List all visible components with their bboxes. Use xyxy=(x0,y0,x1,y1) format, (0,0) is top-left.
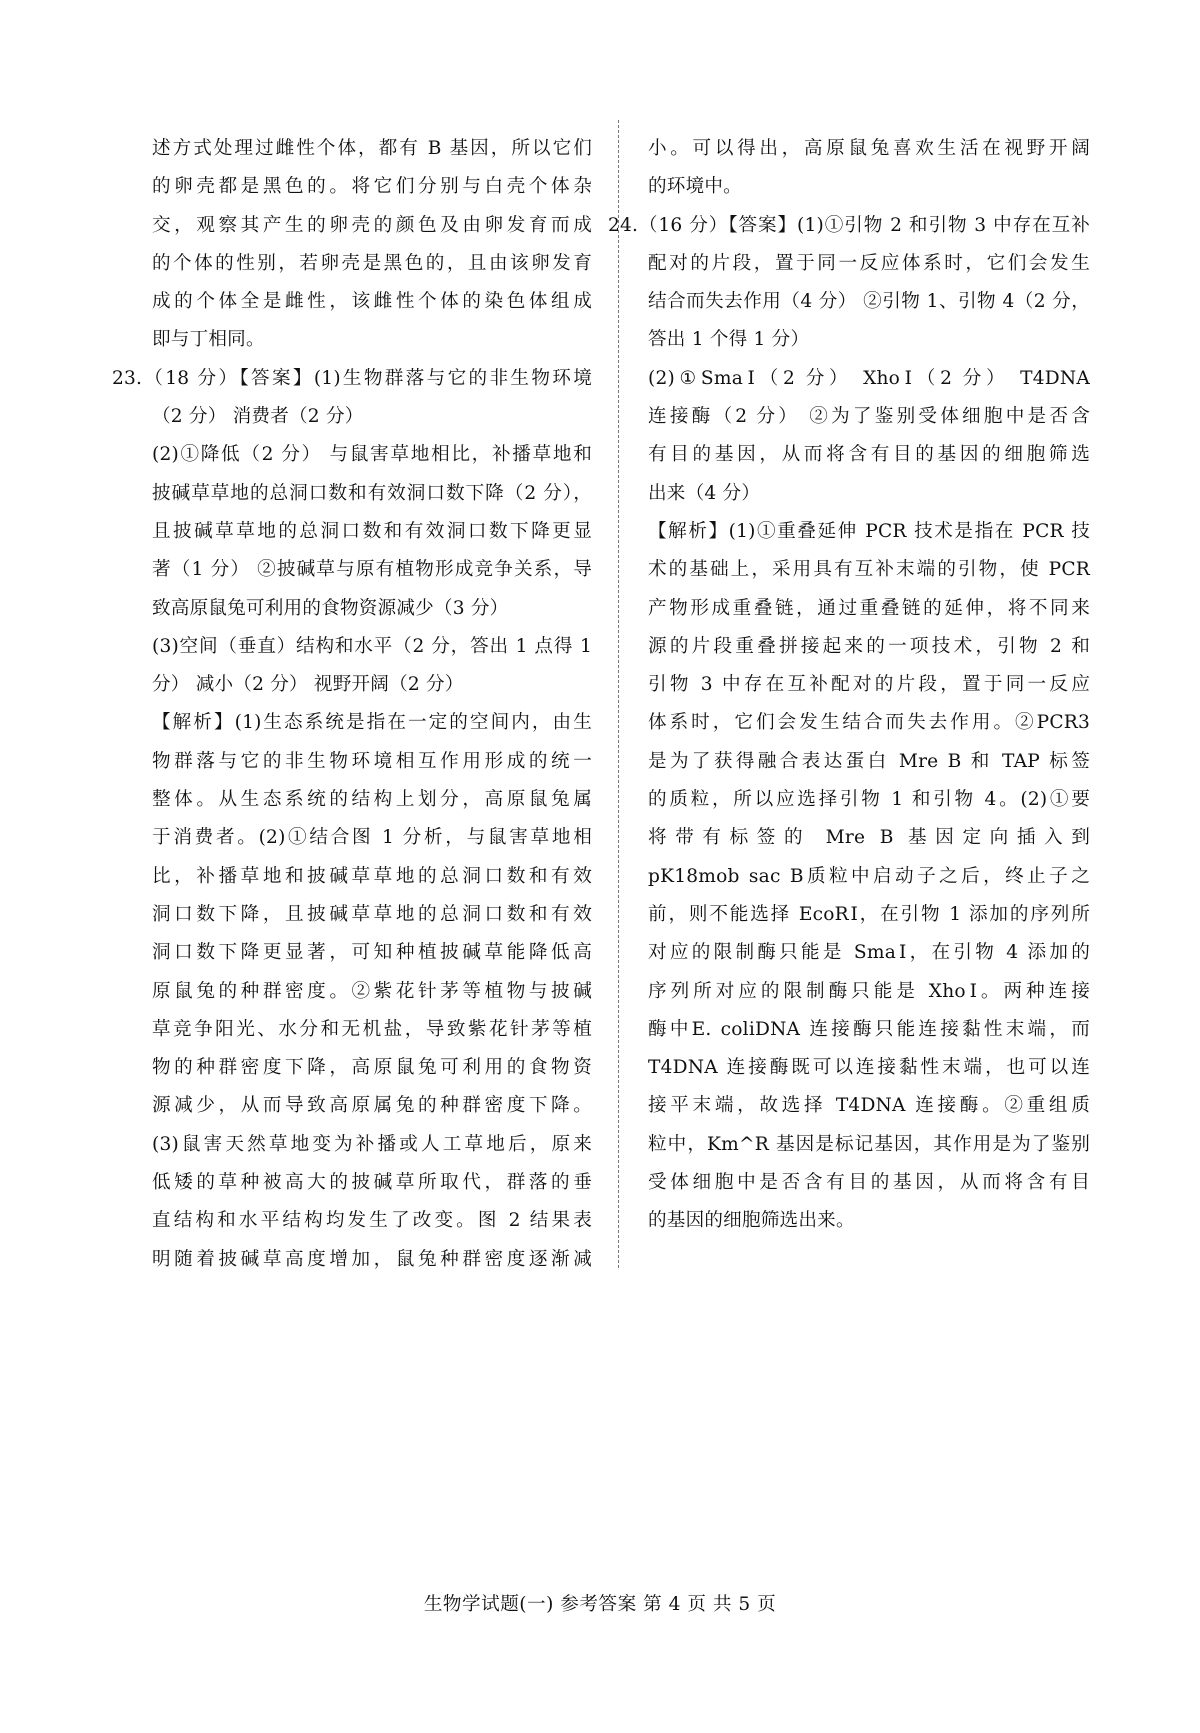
text-line: 的个体的性别，若卵壳是黑色的，且由该卵发育 xyxy=(152,252,592,274)
text-line: 原鼠兔的种群密度。②紫花针茅等植物与披碱 xyxy=(152,980,592,1002)
text-line: 小。可以得出，高原鼠兔喜欢生活在视野开阔 xyxy=(648,138,1090,159)
text-line: (3)鼠害天然草地变为补播或人工草地后，原来 xyxy=(152,1133,592,1155)
text-line: 低矮的草种被高大的披碱草所取代，群落的垂 xyxy=(152,1172,592,1194)
text-line: （2 分） 消费者（2 分） xyxy=(152,406,364,428)
text-line: 洞口数下降，且披碱草草地的总洞口数和有效 xyxy=(152,903,592,925)
text-line: 23.（18 分）【答案】(1)生物群落与它的非生物环境 xyxy=(112,367,592,389)
text-line: 将带有标签的 Mre B 基因定向插入到 xyxy=(648,827,1090,849)
text-line: 直结构和水平结构均发生了改变。图 2 结果表 xyxy=(152,1210,592,1232)
text-line: 术的基础上，采用具有互补末端的引物，使 PCR xyxy=(648,559,1090,581)
text-line: 的质粒，所以应选择引物 1 和引物 4。(2)①要 xyxy=(648,789,1090,811)
text-line: 前，则不能选择 EcoRⅠ，在引物 1 添加的序列所 xyxy=(648,903,1090,925)
text-line: 受体细胞中是否含有目的基因，从而将含有目 xyxy=(648,1172,1090,1194)
text-line: 比，补播草地和披碱草草地的总洞口数和有效 xyxy=(152,865,592,887)
text-line: 的基因的细胞筛选出来。 xyxy=(648,1210,855,1232)
right-column xyxy=(608,130,1090,1241)
text-line: 著（1 分） ②披碱草与原有植物形成竞争关系，导 xyxy=(152,559,592,581)
text-line: 结合而失去作用（4 分） ②引物 1、引物 4（2 分， xyxy=(648,291,1090,313)
text-line: 序列所对应的限制酶只能是 XhoⅠ。两种连接 xyxy=(648,980,1090,1002)
text-line: 引物 3 中存在互补配对的片段，置于同一反应 xyxy=(648,674,1090,696)
text-line: 即与丁相同。 xyxy=(152,329,265,351)
text-line: 答出 1 个得 1 分） xyxy=(648,329,810,351)
text-line: 连接酶（2 分） ②为了鉴别受体细胞中是否含 xyxy=(648,406,1090,428)
text-line: 整体。从生态系统的结构上划分，高原鼠兔属 xyxy=(152,789,592,811)
text-line: 成的个体全是雌性，该雌性个体的染色体组成 xyxy=(152,291,592,313)
text-line: 出来（4 分） xyxy=(648,482,761,504)
text-line: 对应的限制酶只能是 SmaⅠ，在引物 4 添加的 xyxy=(648,942,1090,964)
text-line: 酶中E. coliDNA 连接酶只能连接黏性末端，而 xyxy=(648,1018,1090,1040)
text-line: pK18mob sac B质粒中启动子之后，终止子之 xyxy=(648,865,1090,887)
text-line: 洞口数下降更显著，可知种植披碱草能降低高 xyxy=(152,942,592,964)
text-line: 述方式处理过雌性个体，都有 B 基因，所以它们 xyxy=(152,138,592,159)
text-line: 分） 减小（2 分） 视野开阔（2 分） xyxy=(152,674,464,696)
text-line: 接平末端，故选择 T4DNA 连接酶。②重组质 xyxy=(648,1095,1090,1117)
text-line: 且披碱草草地的总洞口数和有效洞口数下降更显 xyxy=(152,520,592,542)
text-line: 产物形成重叠链，通过重叠链的延伸，将不同来 xyxy=(648,597,1090,619)
text-line: 【解析】(1)生态系统是指在一定的空间内，由生 xyxy=(152,712,592,734)
text-line: 的环境中。 xyxy=(648,176,742,198)
text-line: 源的片段重叠拼接起来的一项技术，引物 2 和 xyxy=(648,635,1090,657)
text-line: T4DNA 连接酶既可以连接黏性末端，也可以连 xyxy=(648,1057,1090,1079)
text-line: 体系时，它们会发生结合而失去作用。②PCR3 xyxy=(648,712,1090,734)
text-line: 于消费者。(2)①结合图 1 分析，与鼠害草地相 xyxy=(152,827,592,849)
column-divider xyxy=(618,120,619,1268)
text-line: 的卵壳都是黑色的。将它们分别与白壳个体杂 xyxy=(152,176,592,198)
text-line: 【解析】(1)①重叠延伸 PCR 技术是指在 PCR 技 xyxy=(648,520,1090,542)
text-line: 有目的基因，从而将含有目的基因的细胞筛选 xyxy=(648,444,1090,466)
text-line: 致高原鼠兔可利用的食物资源减少（3 分） xyxy=(152,597,509,619)
left-column xyxy=(112,130,592,1279)
text-line: 草竞争阳光、水分和无机盐，导致紫花针茅等植 xyxy=(152,1018,592,1040)
text-line: (3)空间（垂直）结构和水平（2 分，答出 1 点得 1 xyxy=(152,635,592,657)
text-line: 源减少，从而导致高原属兔的种群密度下降。 xyxy=(152,1095,592,1117)
text-line: 披碱草草地的总洞口数和有效洞口数下降（2 分）， xyxy=(152,482,592,504)
text-line: 24.（16 分）【答案】(1)①引物 2 和引物 3 中存在互补 xyxy=(608,214,1090,236)
text-line: (2)①SmaⅠ（2 分） XhoⅠ（2 分） T4DNA xyxy=(648,367,1090,389)
text-line: 粒中，Km^R 基因是标记基因，其作用是为了鉴别 xyxy=(648,1133,1090,1155)
text-line: 明随着披碱草高度增加，鼠兔种群密度逐渐减 xyxy=(152,1248,592,1270)
text-line: (2)①降低（2 分） 与鼠害草地相比，补播草地和 xyxy=(152,444,592,466)
text-line: 物群落与它的非生物环境相互作用形成的统一 xyxy=(152,750,592,772)
text-line: 配对的片段，置于同一反应体系时，它们会发生 xyxy=(648,252,1090,274)
text-line: 是为了获得融合表达蛋白 Mre B 和 TAP 标签 xyxy=(648,750,1090,772)
page-footer: 生物学试题(一) 参考答案 第 4 页 共 5 页 xyxy=(423,1594,777,1615)
text-line: 物的种群密度下降，高原鼠兔可利用的食物资 xyxy=(152,1057,592,1079)
text-line: 交，观察其产生的卵壳的颜色及由卵发育而成 xyxy=(152,214,592,236)
